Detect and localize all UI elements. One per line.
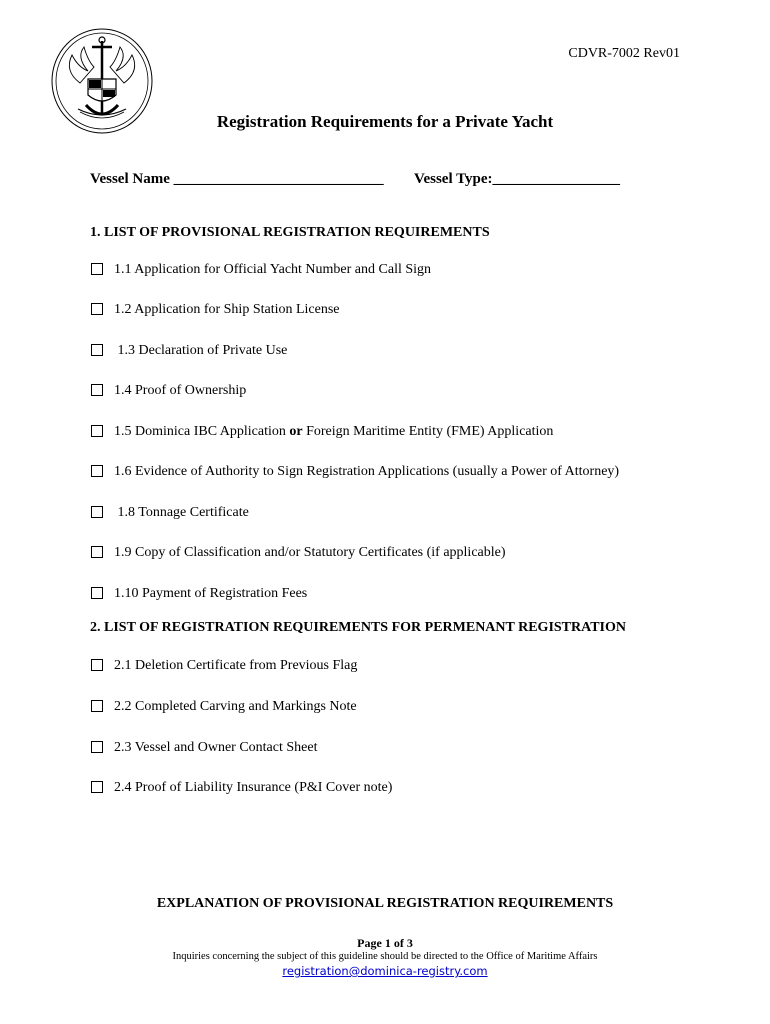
checklist-item	[91, 383, 246, 399]
item-label: 1.2 Application for Ship Station License	[114, 302, 340, 317]
checkbox[interactable]	[91, 587, 103, 599]
checkbox[interactable]	[91, 700, 103, 712]
checklist-item	[91, 262, 431, 278]
footer-inquiries: Inquiries concerning the subject of this guideline should be directed to the Office of Maritime Affairs	[172, 951, 598, 962]
checklist-item	[91, 424, 553, 440]
item-label-post: Foreign Maritime Entity (FME) Application	[302, 424, 554, 439]
checkbox[interactable]	[91, 263, 103, 275]
checklist-item	[91, 545, 506, 561]
checkbox[interactable]	[91, 546, 103, 558]
section-1-heading: 1. LIST OF PROVISIONAL REGISTRATION REQUIREMENTS	[90, 225, 490, 240]
checklist-item	[91, 780, 392, 796]
item-label: 1.4 Proof of Ownership	[114, 383, 247, 398]
checklist-item	[91, 302, 340, 318]
checkbox[interactable]	[91, 465, 103, 477]
item-label: 2.1 Deletion Certificate from Previous Flag	[114, 658, 358, 673]
item-label: 1.8 Tonnage Certificate	[114, 505, 249, 520]
page-title: Registration Requirements for a Private Yacht	[216, 112, 554, 131]
item-label	[114, 424, 553, 440]
checkbox[interactable]	[91, 425, 103, 437]
checkbox[interactable]	[91, 344, 103, 356]
vessel-name-field: Vessel Name ____________________________	[90, 171, 384, 187]
checkbox[interactable]	[91, 741, 103, 753]
item-label: 2.2 Completed Carving and Markings Note	[114, 699, 357, 714]
explanation-heading: EXPLANATION OF PROVISIONAL REGISTRATION REQUIREMENTS	[156, 896, 614, 911]
checklist-item	[91, 658, 357, 674]
item-label: 2.3 Vessel and Owner Contact Sheet	[114, 740, 318, 755]
checkbox[interactable]	[91, 781, 103, 793]
checklist-item	[91, 740, 317, 756]
item-label: 1.9 Copy of Classification and/or Statutory Certificates (if applicable)	[114, 545, 506, 560]
checkbox[interactable]	[91, 303, 103, 315]
checklist-item	[91, 699, 357, 715]
item-label: 2.4 Proof of Liability Insurance (P&I Cover note)	[114, 780, 393, 795]
checkbox[interactable]	[91, 506, 103, 518]
item-label: 1.3 Declaration of Private Use	[114, 343, 288, 358]
email-link[interactable]: registration@dominica-registry.com	[282, 964, 488, 978]
page-number: Page 1 of 3	[357, 936, 413, 950]
vessel-type-field: Vessel Type:_________________	[414, 171, 620, 187]
checklist-item	[91, 586, 307, 602]
item-label-bold: or	[289, 424, 303, 439]
checkbox[interactable]	[91, 659, 103, 671]
item-label: 1.10 Payment of Registration Fees	[114, 586, 308, 601]
checklist-item	[91, 505, 249, 521]
checklist-item	[91, 343, 287, 359]
checkbox[interactable]	[91, 384, 103, 396]
item-label: 1.1 Application for Official Yacht Number and Call Sign	[114, 262, 432, 277]
checklist-item	[91, 464, 619, 480]
item-label-pre: 1.5 Dominica IBC Application	[114, 424, 290, 439]
item-label: 1.6 Evidence of Authority to Sign Registration Applications (usually a Power of Attorney)	[114, 464, 620, 479]
section-2-heading: 2. LIST OF REGISTRATION REQUIREMENTS FOR PERMENANT REGISTRATION	[90, 620, 626, 635]
document-id: CDVR-7002 Rev01	[568, 46, 680, 61]
